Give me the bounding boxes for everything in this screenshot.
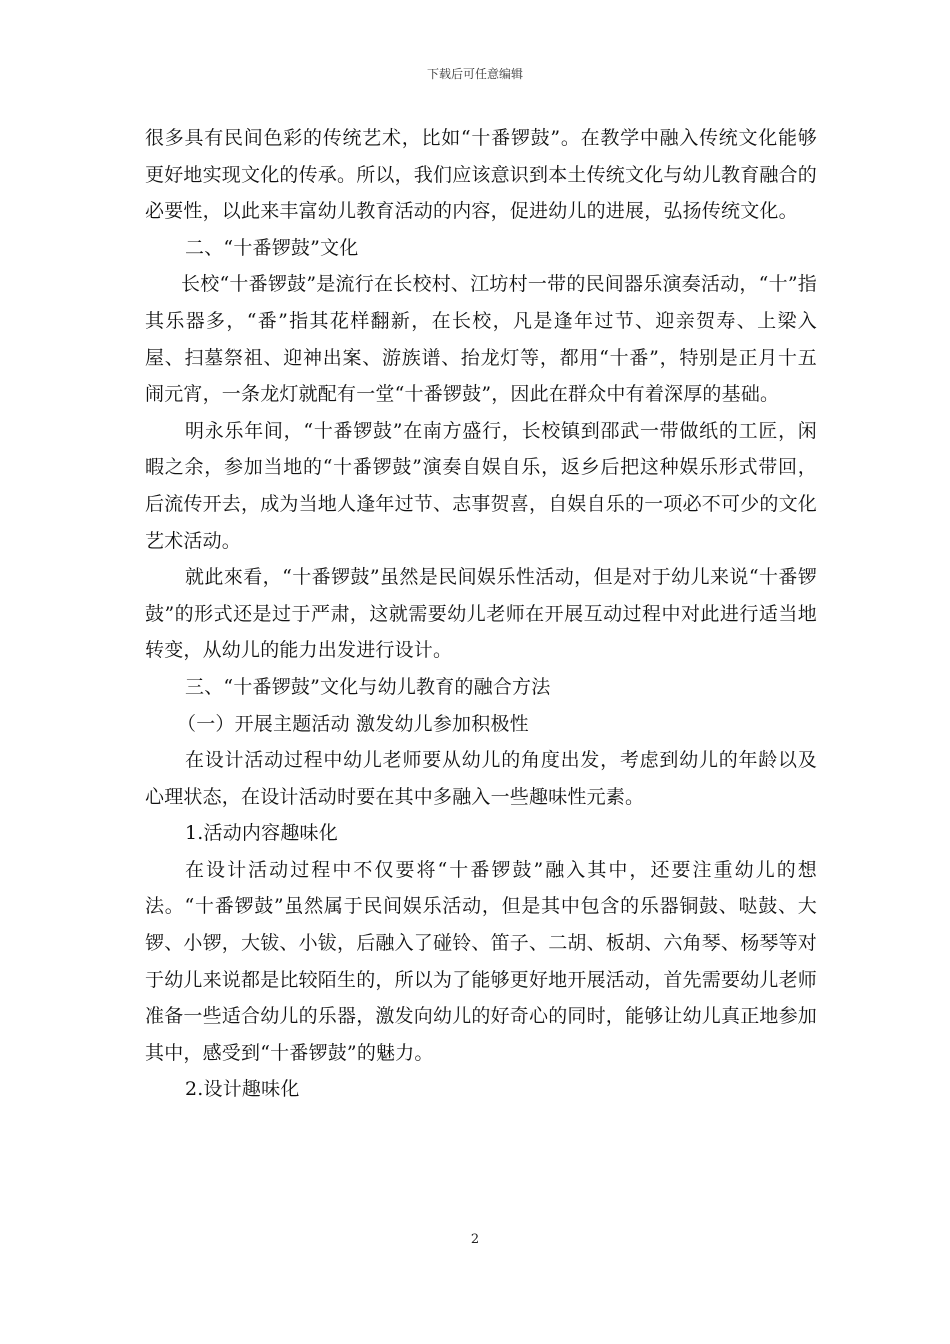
paragraph-adaptation: 就此來看，“十番锣鼓”虽然是民间娱乐性活动，但是对于幼儿来说“十番锣鼓”的形式还是过于严肃，这就需要幼儿老师在开展互动过程中对此进行适当地转变，从幼儿的能力出发进行设计。	[145, 566, 817, 662]
item-heading-design-fun: 2.设计趣味化	[185, 1078, 300, 1101]
paragraph-instruments: 在设计活动过程中不仅要将“十番锣鼓”融入其中，还要注重幼儿的想法。“十番锣鼓”虽然属于民间娱乐活动，但是其中包含的乐器铜鼓、哒鼓、大锣、小锣，大钹、小钹，后融入了碰铃、笛子、二胡、板胡、六角琴、杨琴等对于幼儿来说都是比较陌生的，所以为了能够更好地开展活动，首先需要幼儿老师准备一些适合幼儿的乐器，激发向幼儿的好奇心的同时，能够让幼儿真正地参加其中，感受到“十番锣鼓”的魅力。	[145, 858, 818, 1064]
page-header: 下载后可任意编辑	[426, 67, 523, 81]
paragraph-changxiao-shifan: 长校“十番锣鼓”是流行在长校村、江坊村一带的民间器乐演奏活动，“十”指其乐器多，“番”指其花样翻新，在长校，凡是逢年过节、迎亲贺寿、上梁入屋、扫墓祭祖、迎神出案、游族谱、抬龙灯等，都用“十番”，特别是正月十五闹元宵，一条龙灯就配有一堂“十番锣鼓”，因此在群众中有着深厚的基础。	[145, 273, 817, 406]
item-heading-content-fun: 1.活动内容趣味化	[185, 822, 338, 845]
page-number: 2	[470, 1232, 480, 1247]
section-heading-two: 二、“十番锣鼓”文化	[185, 236, 359, 259]
paragraph-continuation: 很多具有民间色彩的传统艺术，比如“十番锣鼓”。在教学中融入传统文化能够更好地实现文化的传承。所以，我们应该意识到本土传统文化与幼儿教育融合的必要性，以此来丰富幼儿教育活动的内容，促进幼儿的进展，弘扬传统文化。	[145, 127, 818, 223]
paragraph-yongle-history: 明永乐年间，“十番锣鼓”在南方盛行，长校镇到邵武一带做纸的工匠，闲暇之余，参加当地的“十番锣鼓”演奏自娱自乐，返乡后把这种娱乐形式带回，后流传开去，成为当地人逢年过节、志事贺喜，自娱自乐的一项必不可少的文化艺术活动。	[145, 419, 818, 552]
document-body	[145, 120, 817, 1108]
section-heading-three: 三、“十番锣鼓”文化与幼儿教育的融合方法	[185, 675, 551, 698]
subsection-heading-one: （一）开展主题活动 激发幼儿参加积极性	[177, 712, 529, 735]
paragraph-design-perspective: 在设计活动过程中幼儿老师要从幼儿的角度出发，考虑到幼儿的年龄以及心理状态，在设计活动时要在其中多融入一些趣味性元素。	[145, 749, 817, 808]
